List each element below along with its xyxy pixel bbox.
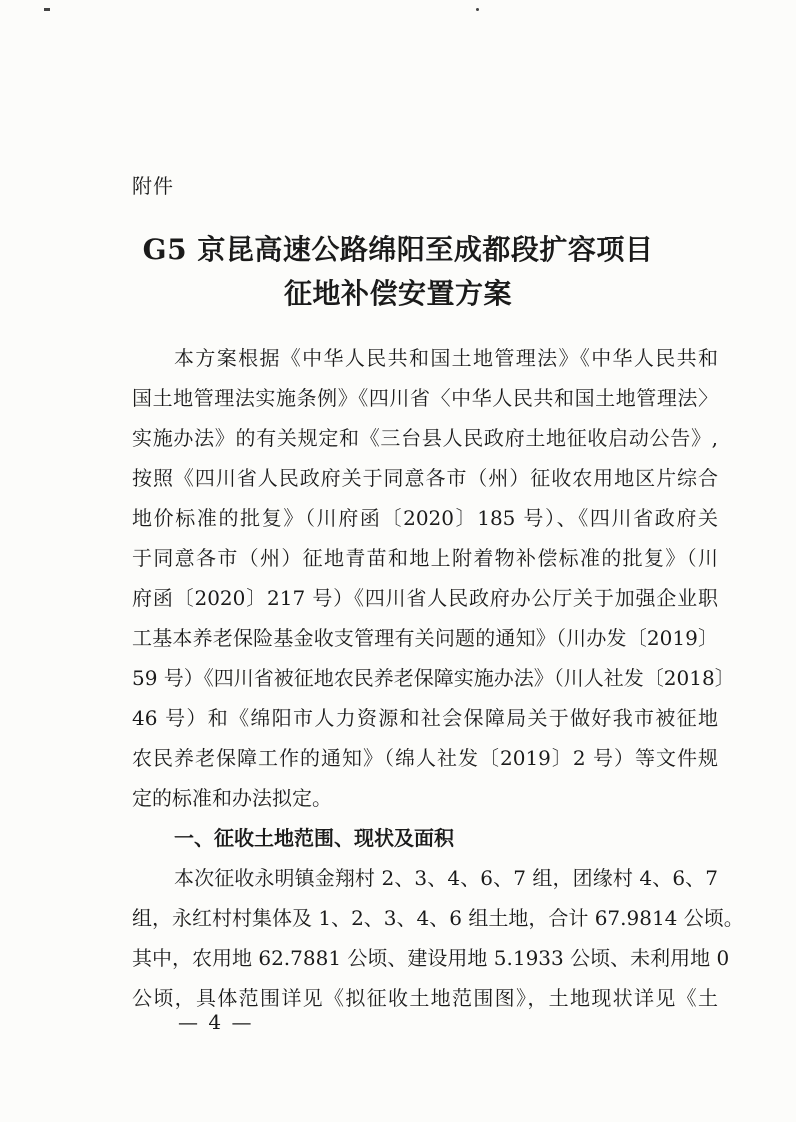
- paragraph-line: 于同意各市（州）征地青苗和地上附着物补偿标准的批复》（川: [132, 546, 718, 570]
- paragraph-line: 59 号）《四川省被征地农民养老保障实施办法》（川人社发〔2018〕: [132, 666, 735, 690]
- paragraph-line: 其中，农用地 62.7881 公顷、建设用地 5.1933 公顷、未利用地 0: [132, 946, 730, 970]
- paragraph-line: 定的标准和办法拟定。: [132, 786, 332, 810]
- paragraph-line: 工基本养老保险基金收支管理有关问题的通知》（川办发〔2019〕: [132, 626, 718, 650]
- paragraph-line: 实施办法》的有关规定和《三台县人民政府土地征收启动公告》,: [132, 426, 718, 450]
- section-heading: 一、征收土地范围、现状及面积: [174, 826, 454, 850]
- document-title-line-1: G5 京昆高速公路绵阳至成都段扩容项目: [142, 233, 654, 266]
- paragraph-line: 本方案根据《中华人民共和国土地管理法》《中华人民共和: [174, 346, 718, 370]
- scan-mark-center: [476, 8, 479, 11]
- attachment-label: 附件: [132, 174, 174, 198]
- document-title-line-2: 征地补偿安置方案: [283, 277, 512, 310]
- paragraph-line: 地价标准的批复》（川府函〔2020〕185 号）、《四川省政府关: [132, 506, 718, 530]
- paragraph-line: 农民养老保障工作的通知》（绵人社发〔2019〕2 号）等文件规: [132, 746, 718, 770]
- paragraph-line: 组，永红村村集体及 1、2、3、4、6 组土地，合计 67.9814 公顷。: [132, 906, 744, 930]
- paragraph-line: 本次征收永明镇金翔村 2、3、4、6、7 组，团缘村 4、6、7: [174, 866, 718, 890]
- paragraph-line: 国土地管理法实施条例》《四川省〈中华人民共和国土地管理法〉: [132, 386, 718, 410]
- paragraph-line: 府函〔2020〕217 号）《四川省人民政府办公厅关于加强企业职: [132, 586, 718, 610]
- page-number: — 4 —: [178, 1010, 254, 1034]
- paragraph-line: 按照《四川省人民政府关于同意各市（州）征收农用地区片综合: [132, 466, 718, 490]
- paragraph-line: 46 号）和《绵阳市人力资源和社会保障局关于做好我市被征地: [132, 706, 718, 730]
- scan-mark-left: [44, 8, 50, 11]
- paragraph-line: 公顷，具体范围详见《拟征收土地范围图》，土地现状详见《土: [132, 986, 718, 1010]
